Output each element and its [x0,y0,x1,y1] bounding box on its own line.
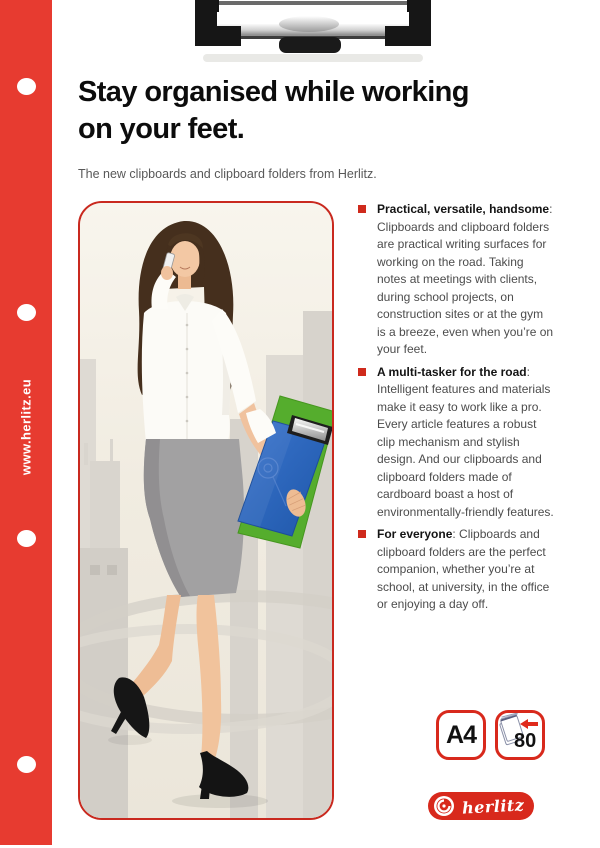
bullet-square-icon [358,530,366,538]
feature-body: Intelligent features and materials make it easy to work like a pro. Every article features a robust clip mechanism and stylish design. And our clipboards and clipboard folders made of cardboard boast a host of environmentally-friendly features. [377,382,554,519]
page-subtitle: The new clipboards and clipboard folders from Herlitz. [78,167,377,181]
feature-heading: For everyone [377,527,453,541]
punch-hole-icon [17,756,36,773]
logo-text: herlitz [461,794,525,818]
sheet-count-badge [495,710,545,760]
feature-item [358,201,554,359]
photo-card [78,201,334,820]
arrow-left-icon [520,719,538,729]
title-line: Stay organised while working [78,76,469,108]
format-badge [436,710,486,760]
herlitz-logo [428,792,534,820]
punched-margin [0,0,52,845]
logo-swirl-icon [433,795,455,817]
title-line: on your feet. [78,113,245,145]
vertical-url: www.herlitz.eu [18,378,34,476]
feature-heading: Practical, versatile, handsome [377,202,550,216]
feature-item [358,364,554,522]
feature-sep: : [452,527,460,541]
punch-hole-icon [17,78,36,95]
sheet-count-label: 80 [514,730,537,752]
feature-item [358,526,554,614]
feature-heading: A multi-tasker for the road [377,364,527,379]
format-label: A4 [446,720,476,749]
feature-sep: : [526,364,530,379]
feature-list [358,201,554,619]
bullet-square-icon [358,368,366,376]
bullet-square-icon [358,205,366,213]
feature-body: Clipboards and clipboard folders are practical writing surfaces for working on the road. Taking notes at meetings with clients, during school projects, on construction sites or at the gym is a breeze, even when you’re on your feet. [377,219,554,356]
clip-illustration [178,0,448,66]
clipboard-clip-photo [178,0,448,66]
punch-hole-icon [17,304,36,321]
feature-body: Clipboards and clipboard folders are the perfect companion, whether you’re at school, at university, in the office or enjoying a day off. [377,527,550,611]
page-title [78,74,538,148]
punch-hole-icon [17,530,36,547]
woman-photo-illustration [80,203,332,818]
feature-sep: : [549,202,553,216]
